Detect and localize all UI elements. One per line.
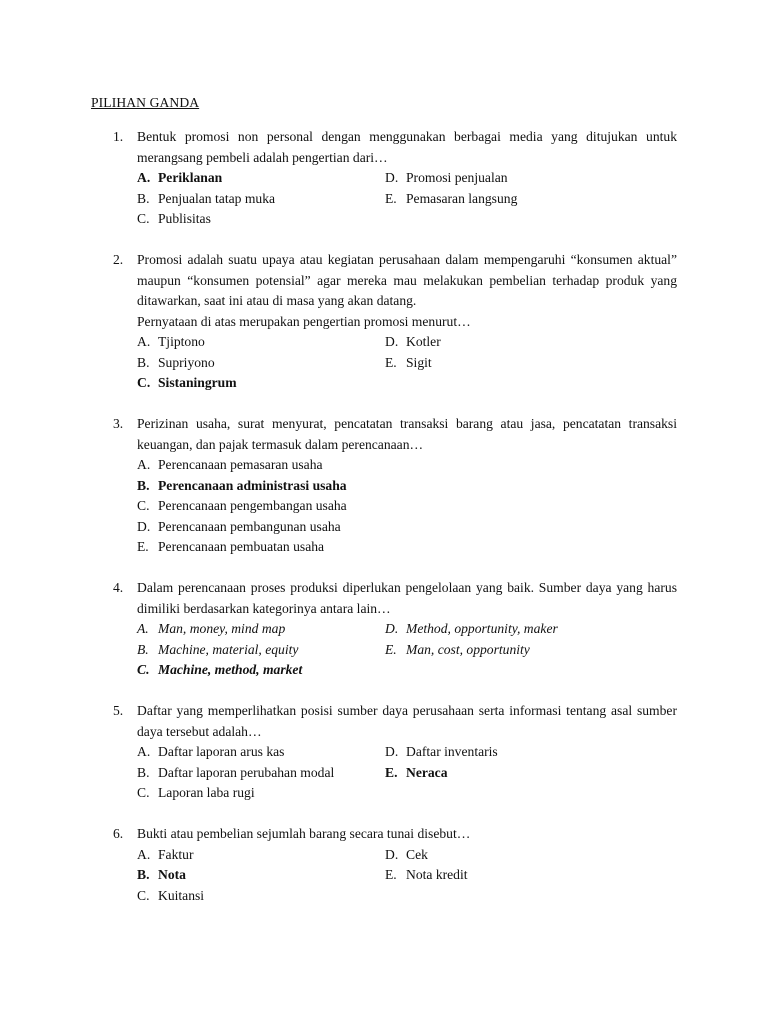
option-b: B. Supriyono (137, 354, 215, 370)
option-d: D. Cek (385, 846, 428, 862)
option-c: C. Machine, method, market (137, 662, 303, 677)
option-a: A. Faktur (137, 846, 194, 862)
option-e: E. Pemasaran langsung (385, 190, 518, 206)
option-c: C. Laporan laba rugi (137, 785, 255, 800)
question-number: 4. (113, 580, 124, 595)
question-6 (113, 824, 677, 906)
option-c: C. Kuitansi (137, 887, 205, 903)
question-text: Dalam perencanaan proses produksi diperlukan pengelolaan yang baik. Sumber daya yang harus dimiliki berdasarkan kategorinya antara lain… (137, 580, 677, 616)
options (137, 168, 677, 230)
question-text: Daftar yang memperlihatkan posisi sumber daya perusahaan serta informasi tentang asal sumber daya tersebut adalah… (137, 703, 677, 739)
question-text: Bukti atau pembelian sejumlah barang secara tunai disebut… (137, 826, 471, 841)
option-e: E. Perencanaan pembuatan usaha (137, 539, 325, 554)
option-c: C. Sistaningrum (137, 375, 237, 390)
option-c: C. Publisitas (137, 211, 211, 226)
option-a: A. Man, money, mind map (137, 621, 286, 636)
question-text: Promosi adalah suatu upaya atau kegiatan perusahaan dalam mempengaruhi “konsumen aktual” maupun “konsumen potensial” agar mereka mau melakukan pembelian terhadap produk yang ditawarkan, saat ini atau di masa yang akan datang. (137, 252, 677, 308)
question-text: Bentuk promosi non personal dengan menggunakan berbagai media yang ditujukan untuk merangsang pembeli adalah pengertian dari… (137, 129, 677, 165)
question-1 (113, 127, 677, 230)
question-4 (113, 578, 677, 681)
option-c: C. Perencanaan pengembangan usaha (137, 498, 347, 513)
question-number: 3. (113, 416, 124, 431)
option-e: E. Neraca (385, 764, 448, 780)
option-a: A. Periklanan (137, 170, 223, 185)
option-a: A. Tjiptono (137, 334, 205, 349)
options (137, 742, 677, 804)
question-prompt: Pernyataan di atas merupakan pengertian promosi menurut… (137, 313, 471, 329)
option-d: D. Promosi penjualan (385, 170, 508, 185)
option-a: A. Daftar laporan arus kas (137, 744, 285, 759)
options (137, 332, 677, 394)
option-e: E. Sigit (385, 354, 432, 370)
option-d: D. Daftar inventaris (385, 744, 498, 759)
option-a: A. Perencanaan pemasaran usaha (137, 457, 323, 472)
options (137, 455, 677, 558)
question-number: 2. (113, 252, 124, 267)
question-2 (113, 250, 677, 394)
option-b: B. Machine, material, equity (137, 641, 299, 657)
option-b: B. Penjualan tatap muka (137, 190, 276, 206)
option-d: D. Kotler (385, 334, 441, 349)
options (137, 845, 677, 907)
question-number: 6. (113, 826, 124, 841)
option-e: E. Man, cost, opportunity (385, 641, 530, 657)
option-d: D. Perencanaan pembangunan usaha (137, 518, 341, 534)
option-b: B. Perencanaan administrasi usaha (137, 477, 347, 493)
question-number: 1. (113, 129, 124, 144)
option-b: B. Daftar laporan perubahan modal (137, 764, 335, 780)
options (137, 619, 677, 681)
question-text: Perizinan usaha, surat menyurat, pencatatan transaksi barang atau jasa, pencatatan transaksi keuangan, dan pajak termasuk dalam perencanaan… (137, 416, 677, 452)
question-3 (113, 414, 677, 558)
option-b: B. Nota (137, 867, 186, 882)
section-heading: PILIHAN GANDA (91, 95, 200, 110)
option-d: D. Method, opportunity, maker (385, 621, 558, 636)
option-e: E. Nota kredit (385, 867, 468, 882)
question-5 (113, 701, 677, 804)
question-number: 5. (113, 703, 124, 718)
